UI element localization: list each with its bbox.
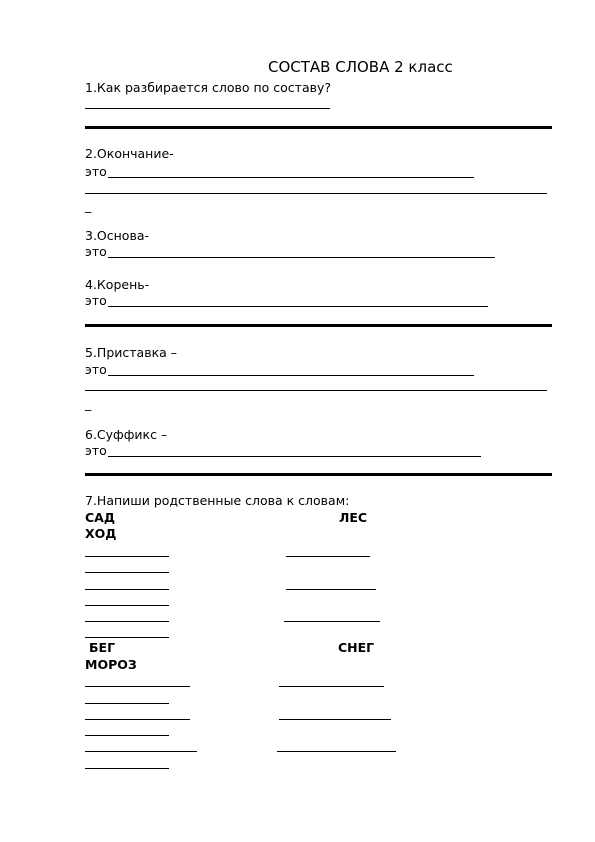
question-5-label: 5.Приставка – [85, 345, 177, 360]
section-divider [85, 324, 552, 327]
answer-line [85, 735, 169, 736]
answer-line [85, 605, 169, 606]
answer-line [284, 621, 380, 622]
answer-line [108, 456, 481, 457]
word-sneg: СНЕГ [338, 640, 375, 655]
answer-line [277, 751, 396, 752]
word-sad: САД [85, 510, 115, 525]
answer-line [85, 703, 169, 704]
answer-line [85, 572, 169, 573]
answer-line [85, 719, 190, 720]
word-beg: БЕГ [89, 640, 116, 655]
answer-line [85, 686, 190, 687]
question-3-label: 3.Основа- [85, 228, 149, 243]
section-divider [85, 126, 552, 129]
word-hod: ХОД [85, 526, 117, 541]
question-5-prefix: это [85, 362, 107, 377]
question-6-prefix: это [85, 443, 107, 458]
answer-line [85, 390, 547, 391]
answer-line [85, 108, 330, 109]
answer-line [85, 589, 169, 590]
answer-line [85, 556, 169, 557]
question-7: 7.Напиши родственные слова к словам: [85, 493, 350, 508]
answer-line [286, 556, 370, 557]
question-2-tail: _ [85, 198, 92, 213]
answer-line [85, 637, 169, 638]
question-5-tail: _ [85, 396, 92, 411]
answer-line [108, 375, 474, 376]
answer-line [85, 193, 547, 194]
question-2-prefix: это [85, 164, 107, 179]
answer-line [279, 719, 391, 720]
answer-line [286, 589, 376, 590]
answer-line [85, 621, 169, 622]
answer-line [85, 768, 169, 769]
question-1: 1.Как разбирается слово по составу? [85, 80, 332, 95]
question-3-prefix: это [85, 244, 107, 259]
answer-line [108, 177, 474, 178]
question-4-label: 4.Корень- [85, 277, 150, 292]
answer-line [108, 306, 488, 307]
answer-line [85, 751, 197, 752]
section-divider [85, 473, 552, 476]
page-title: СОСТАВ СЛОВА 2 класс [268, 58, 453, 76]
answer-line [279, 686, 384, 687]
question-6-label: 6.Суффикс – [85, 427, 168, 442]
question-2-label: 2.Окончание- [85, 146, 174, 161]
question-4-prefix: это [85, 293, 107, 308]
word-moroz: МОРОЗ [85, 657, 137, 672]
word-les: ЛЕС [339, 510, 368, 525]
answer-line [108, 257, 495, 258]
